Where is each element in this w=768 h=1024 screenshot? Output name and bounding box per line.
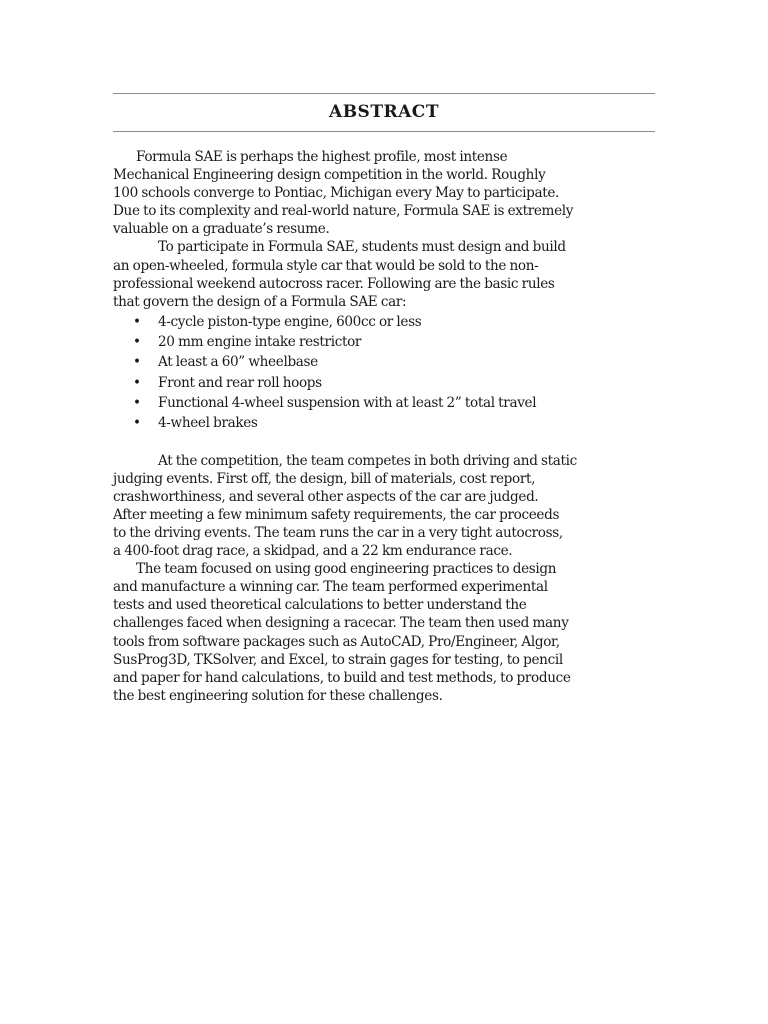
paragraph-3-line: to the driving events. The team runs the car in a very tight autocross,: [113, 525, 563, 541]
paragraph-gap: [113, 434, 655, 452]
paragraph-2-line: professional weekend autocross racer. Following are the basic rules: [113, 275, 555, 292]
paragraph-1-line: Mechanical Engineering design competition in the world. Roughly: [113, 167, 546, 184]
rule-text: Functional 4-wheel suspension with at least 2” total travel: [158, 395, 537, 412]
paragraph-3-line: judging events. First off, the design, bill of materials, cost report,: [113, 470, 536, 487]
bottom-rule: [113, 131, 655, 132]
paragraph-3-line: a 400-foot drag race, a skidpad, and a 22 km endurance race.: [113, 543, 513, 560]
paragraph-4-line: tools from software packages such as AutoCAD, Pro/Engineer, Algor,: [113, 633, 560, 650]
rule-text: 4-cycle piston-type engine, 600cc or less: [158, 313, 422, 330]
paragraph-4-line: the best engineering solution for these challenges.: [113, 687, 443, 704]
rule-text: 4-wheel brakes: [158, 415, 258, 432]
paragraph-1-line: Due to its complexity and real-world nature, Formula SAE is extremely: [113, 203, 574, 220]
paragraph-3-line: After meeting a few minimum safety requirements, the car proceeds: [113, 506, 560, 523]
paragraph-4-line: SusProg3D, TKSolver, and Excel, to strain gages for testing, to pencil: [113, 651, 563, 668]
list-item: [113, 393, 655, 413]
abstract-body: [113, 148, 655, 705]
paragraph-2-line: an open-wheeled, formula style car that would be sold to the non-: [113, 257, 539, 274]
bullet-icon: •: [133, 415, 141, 432]
bullet-icon: •: [133, 313, 141, 330]
list-item: [113, 312, 655, 332]
rule-text: At least a 60” wheelbase: [158, 354, 318, 371]
rules-list: [113, 312, 655, 434]
paragraph-1-line: valuable on a graduate’s resume.: [113, 221, 330, 238]
paragraph-2: [113, 238, 655, 310]
paragraph-3: [113, 452, 655, 561]
paragraph-4-line: tests and used theoretical calculations to better understand the: [113, 597, 527, 614]
list-item: [113, 373, 655, 393]
paragraph-2-line: that govern the design of a Formula SAE car:: [113, 293, 407, 310]
rule-text: 20 mm engine intake restrictor: [158, 334, 362, 351]
paragraph-1-line: Formula SAE is perhaps the highest profile, most intense: [136, 149, 508, 165]
abstract-page: [113, 93, 655, 705]
paragraph-3-line: At the competition, the team competes in both driving and static: [158, 452, 577, 469]
list-item: [113, 413, 655, 433]
paragraph-1-line: 100 schools converge to Pontiac, Michigan every May to participate.: [113, 185, 560, 202]
paragraph-4-line: and paper for hand calculations, to build and test methods, to produce: [113, 669, 571, 686]
paragraph-4: [113, 560, 655, 705]
bullet-icon: •: [133, 374, 141, 391]
bullet-icon: •: [133, 395, 141, 412]
top-rule: [113, 93, 655, 94]
rule-text: Front and rear roll hoops: [158, 374, 322, 391]
paragraph-1: [113, 148, 655, 238]
paragraph-4-line: challenges faced when designing a racecar. The team then used many: [113, 615, 569, 632]
list-item: [113, 332, 655, 352]
paragraph-3-line: crashworthiness, and several other aspects of the car are judged.: [113, 488, 539, 505]
paragraph-2-line: To participate in Formula SAE, students must design and build: [158, 239, 566, 256]
bullet-icon: •: [133, 334, 141, 351]
abstract-title: ABSTRACT: [329, 102, 439, 122]
paragraph-4-line: and manufacture a winning car. The team performed experimental: [113, 579, 548, 596]
list-item: [113, 352, 655, 372]
paragraph-4-line: The team focused on using good engineering practices to design: [136, 561, 557, 578]
bullet-icon: •: [133, 354, 141, 371]
